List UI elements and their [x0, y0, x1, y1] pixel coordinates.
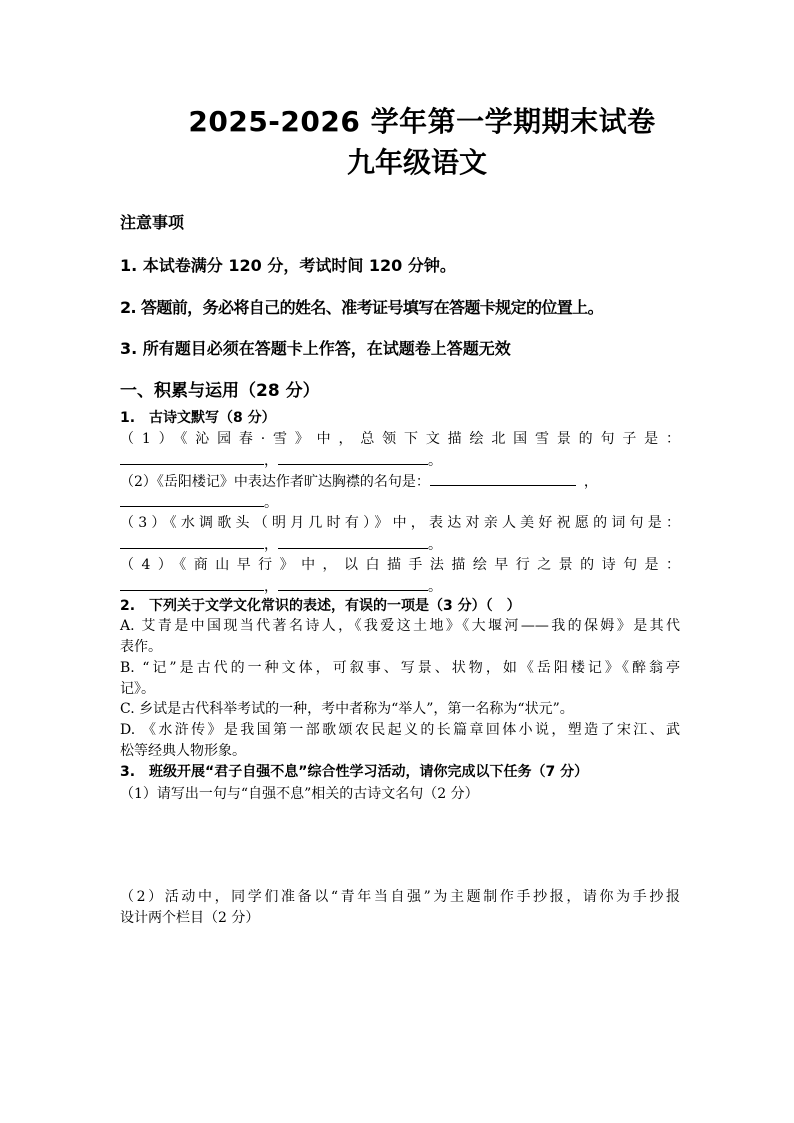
- q1-item-3-prompt: （3）《水调歌头（明月几时有）》中，表达对亲人美好祝愿的词句是：: [120, 515, 680, 531]
- section-heading: 一、积累与运用（28 分）: [120, 381, 320, 401]
- answer-blank[interactable]: [120, 576, 264, 591]
- q1-item-4-answer: ， 。: [120, 576, 680, 597]
- answer-blank[interactable]: [278, 534, 428, 549]
- q2-option-a[interactable]: A. 艾青是中国现当代著名诗人，《我爱这土地》《大堰河——我的保姆》是其代 表作。: [120, 618, 680, 655]
- question-2-heading: 2. 下列关于文学文化常识的表述，有误的一项是（3 分）（ ）: [120, 598, 521, 614]
- q2-option-d[interactable]: D. 《水浒传》是我国第一部歌颂农民起义的长篇章回体小说，塑造了宋江、武 松等经典人物形象。: [120, 722, 680, 759]
- exam-title: 2025-2026 学年第一学期期末试卷: [188, 105, 656, 138]
- q1-item-3-answer: ， 。: [120, 534, 680, 555]
- answer-blank[interactable]: [278, 576, 428, 591]
- q2-option-c[interactable]: C. 乡试是古代科举考试的一种，考中者称为“举人”，第一名称为“状元”。: [120, 701, 574, 717]
- notice-heading: 注意事项: [120, 213, 185, 232]
- answer-blank[interactable]: [278, 450, 428, 465]
- notice-item-2: 2. 答题前，务必将自己的姓名、准考证号填写在答题卡规定的位置上。: [120, 298, 603, 317]
- q1-item-2-prompt: （2）《岳阳楼记》中表达作者旷达胸襟的名句是： ，: [120, 471, 680, 492]
- q3-task-1: （1）请写出一句与“自强不息”相关的古诗文名句（2 分）: [120, 786, 479, 802]
- q2-option-b[interactable]: B. “记”是古代的一种文体，可叙事、写景、状物，如《岳阳楼记》《醉翁亭 记》。: [120, 660, 680, 697]
- question-3-heading: 3. 班级开展“君子自强不息”综合性学习活动，请你完成以下任务（7 分）: [120, 764, 589, 780]
- answer-blank[interactable]: [120, 534, 264, 549]
- answer-blank[interactable]: [120, 492, 264, 507]
- answer-blank[interactable]: [430, 471, 576, 486]
- q1-item-4-prompt: （4）《商山早行》中，以白描手法描绘早行之景的诗句是：: [120, 557, 680, 573]
- q1-item-1-prompt: （1）《沁园春·雪》中，总领下文描绘北国雪景的句子是：: [120, 431, 680, 447]
- q3-task-2: （2）活动中，同学们准备以“青年当自强”为主题制作手抄报，请你为手抄报 设计两个栏目（2 分）: [120, 889, 680, 926]
- notice-item-3: 3. 所有题目必须在答题卡上作答，在试题卷上答题无效: [120, 339, 511, 358]
- answer-blank[interactable]: [120, 450, 264, 465]
- exam-subtitle: 九年级语文: [346, 146, 487, 179]
- q1-item-2-answer: 。: [120, 492, 680, 513]
- question-1-heading: 1. 古诗文默写（8 分）: [120, 410, 276, 426]
- q1-item-1-answer: ， 。: [120, 450, 680, 471]
- notice-item-1: 1. 本试卷满分 120 分，考试时间 120 分钟。: [120, 256, 456, 275]
